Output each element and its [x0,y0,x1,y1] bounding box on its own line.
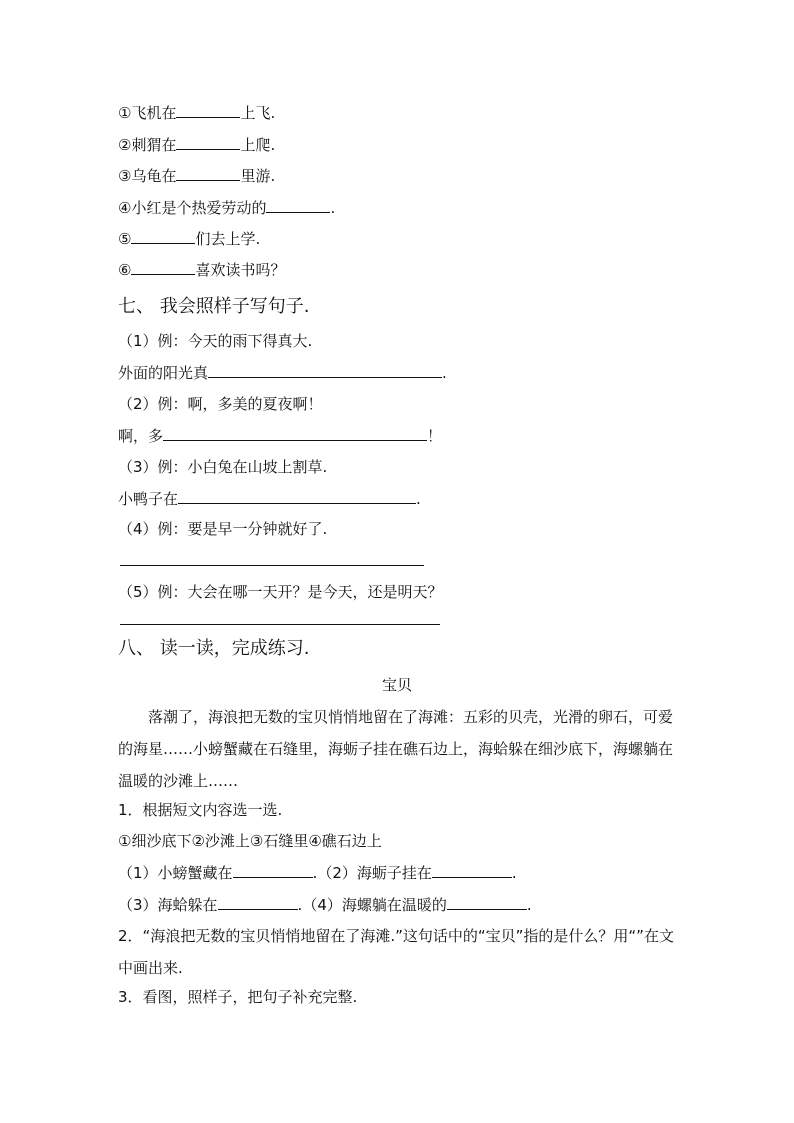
example-2: （2）例：啊，多美的夏夜啊！ [118,395,323,413]
example-3: （3）例：小白兔在山坡上割草. [118,458,328,476]
answer-blank[interactable] [131,259,195,275]
answer-blank[interactable] [176,134,240,150]
example-1: （1）例：今天的雨下得真大. [118,332,313,350]
answer-blank[interactable] [131,228,195,244]
question-1-options: ①细沙底下②沙滩上③石缝里④礁石边上 [118,832,382,850]
fill-item-6: ⑥ 喜欢读书吗？ [118,261,286,279]
answer-blank[interactable] [266,197,330,213]
question-3: 3．看图，照样子，把句子补充完整. [118,988,358,1006]
answer-line-2: 啊，多 ！ [118,427,443,445]
example-4: （4）例：要是早一分钟就好了. [118,520,328,538]
passage-text: 落潮了，海浪把无数的宝贝悄悄地留在了海滩：五彩的贝壳，光滑的卵石，可爱的海星……小螃蟹藏在石缝里，海蛎子挂在礁石边上，海蛤躲在细沙底下，海螺躺在温暖的沙滩上…… [118,708,674,790]
answer-line-1: 外面的阳光真 . [118,364,447,382]
question-2: 2．“海浪把无数的宝贝悄悄地留在了海滩.”这句话中的“宝贝”指的是什么？用“”在文中画出来. [118,927,674,977]
answer-blank[interactable] [163,425,427,441]
answer-blank[interactable] [176,165,240,181]
section-8-title: 八、 读一读，完成练习. [118,638,310,659]
answer-blank[interactable] [432,862,512,878]
answer-blank[interactable] [178,488,416,504]
answer-blank[interactable] [447,894,527,910]
answer-blank[interactable] [233,862,313,878]
question-1-row-2: （3）海蛤躲在 .（4）海螺躺在温暖的 . [118,896,532,914]
passage-title: 宝贝 [381,676,412,694]
answer-blank[interactable] [218,894,298,910]
example-5: （5）例：大会在哪一天开？是今天，还是明天？ [118,583,443,601]
question-1-row-1: （1）小螃蟹藏在 .（2）海蛎子挂在 . [118,864,517,882]
question-1: 1．根据短文内容选一选. [118,801,283,819]
fill-item-5: ⑤ 们去上学. [118,230,261,248]
fill-item-1: ①飞机在 上飞. [118,104,276,122]
answer-rule-5[interactable] [120,624,440,625]
answer-blank[interactable] [208,362,442,378]
answer-blank[interactable] [176,102,240,118]
fill-item-4: ④小红是个热爱劳动的 . [118,199,336,217]
answer-rule-4[interactable] [120,565,424,566]
answer-line-3: 小鸭子在 . [118,490,421,508]
fill-item-2: ②刺猬在 上爬. [118,136,276,154]
fill-item-3: ③乌龟在 里游. [118,167,276,185]
section-7-title: 七、 我会照样子写句子. [118,296,310,317]
